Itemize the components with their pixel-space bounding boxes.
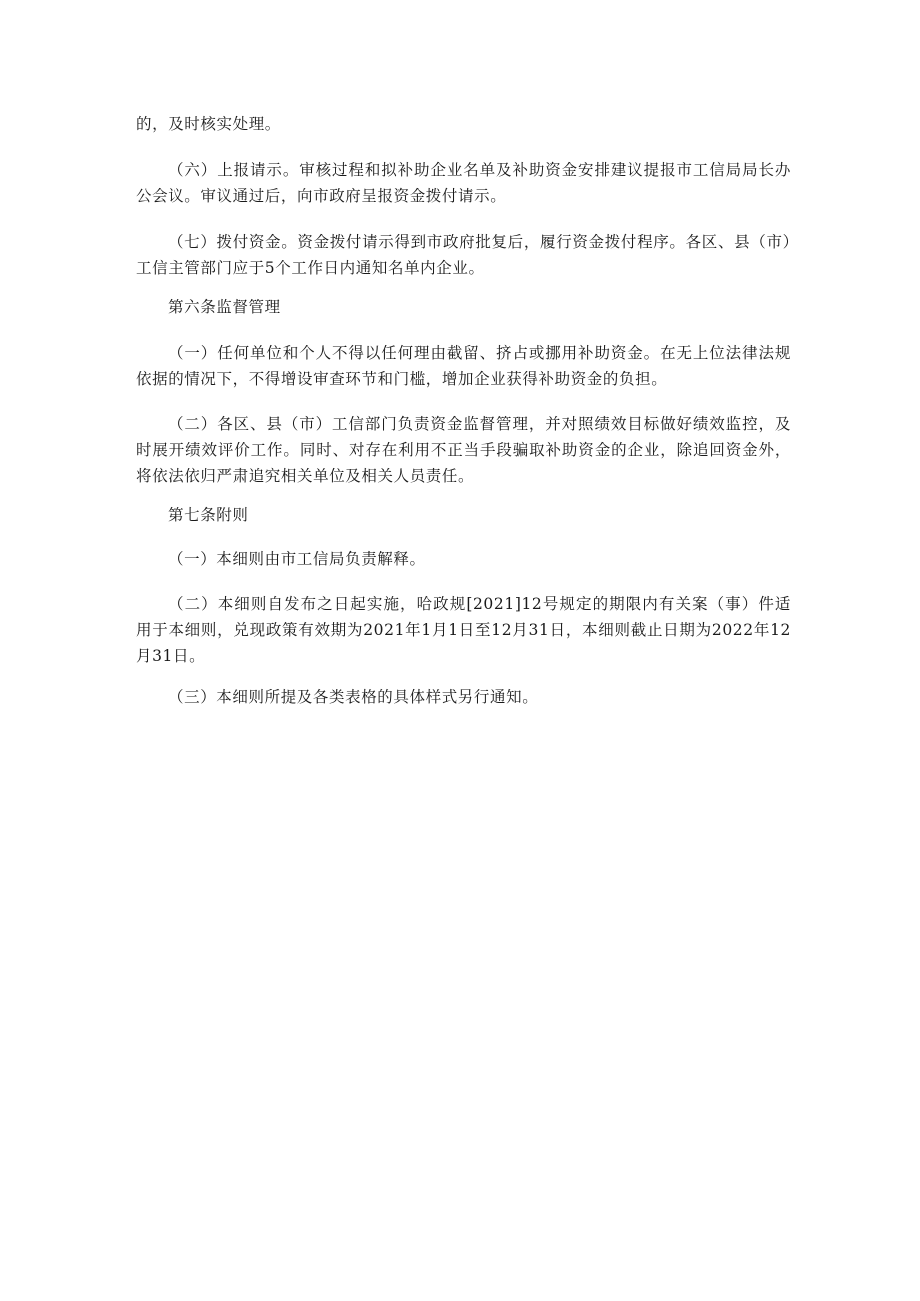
paragraph-allocate-funds: （七）拨付资金。资金拨付请示得到市政府批复后，履行资金拨付程序。各区、县（市）工信主管部门应于5个工作日内通知名单内企业。 bbox=[136, 233, 791, 277]
paragraph-supervision-2: （二）各区、县（市）工信部门负责资金监督管理，并对照绩效目标做好绩效监控，及时展开绩效评价工作。同时、对存在利用不正当手段骗取补助资金的企业，除追回资金外，将依法依归严肃追究相关单位及相关人员责任。 bbox=[136, 415, 791, 485]
paragraph-continuation: 的，及时核实处理。 bbox=[136, 115, 281, 133]
paragraph-supplementary-3: （三）本细则所提及各类表格的具体样式另行通知。 bbox=[168, 688, 539, 706]
heading-article-seven: 第七条附则 bbox=[168, 506, 249, 524]
paragraph-supervision-1: （一）任何单位和个人不得以任何理由截留、挤占或挪用补助资金。在无上位法律法规依据的情况下，不得增设审查环节和门槛，增加企业获得补助资金的负担。 bbox=[136, 344, 791, 388]
paragraph-supplementary-2: （二）本细则自发布之日起实施，哈政规[2021]12号规定的期限内有关案（事）件适用于本细则，兑现政策有效期为2021年1月1日至12月31日，本细则截止日期为2022年12月31日。 bbox=[136, 595, 791, 665]
paragraph-report-request: （六）上报请示。审核过程和拟补助企业名单及补助资金安排建议提报市工信局局长办公会议。审议通过后，向市政府呈报资金拨付请示。 bbox=[136, 161, 791, 205]
heading-article-six: 第六条监督管理 bbox=[168, 298, 281, 316]
paragraph-supplementary-1: （一）本细则由市工信局负责解释。 bbox=[168, 550, 426, 568]
